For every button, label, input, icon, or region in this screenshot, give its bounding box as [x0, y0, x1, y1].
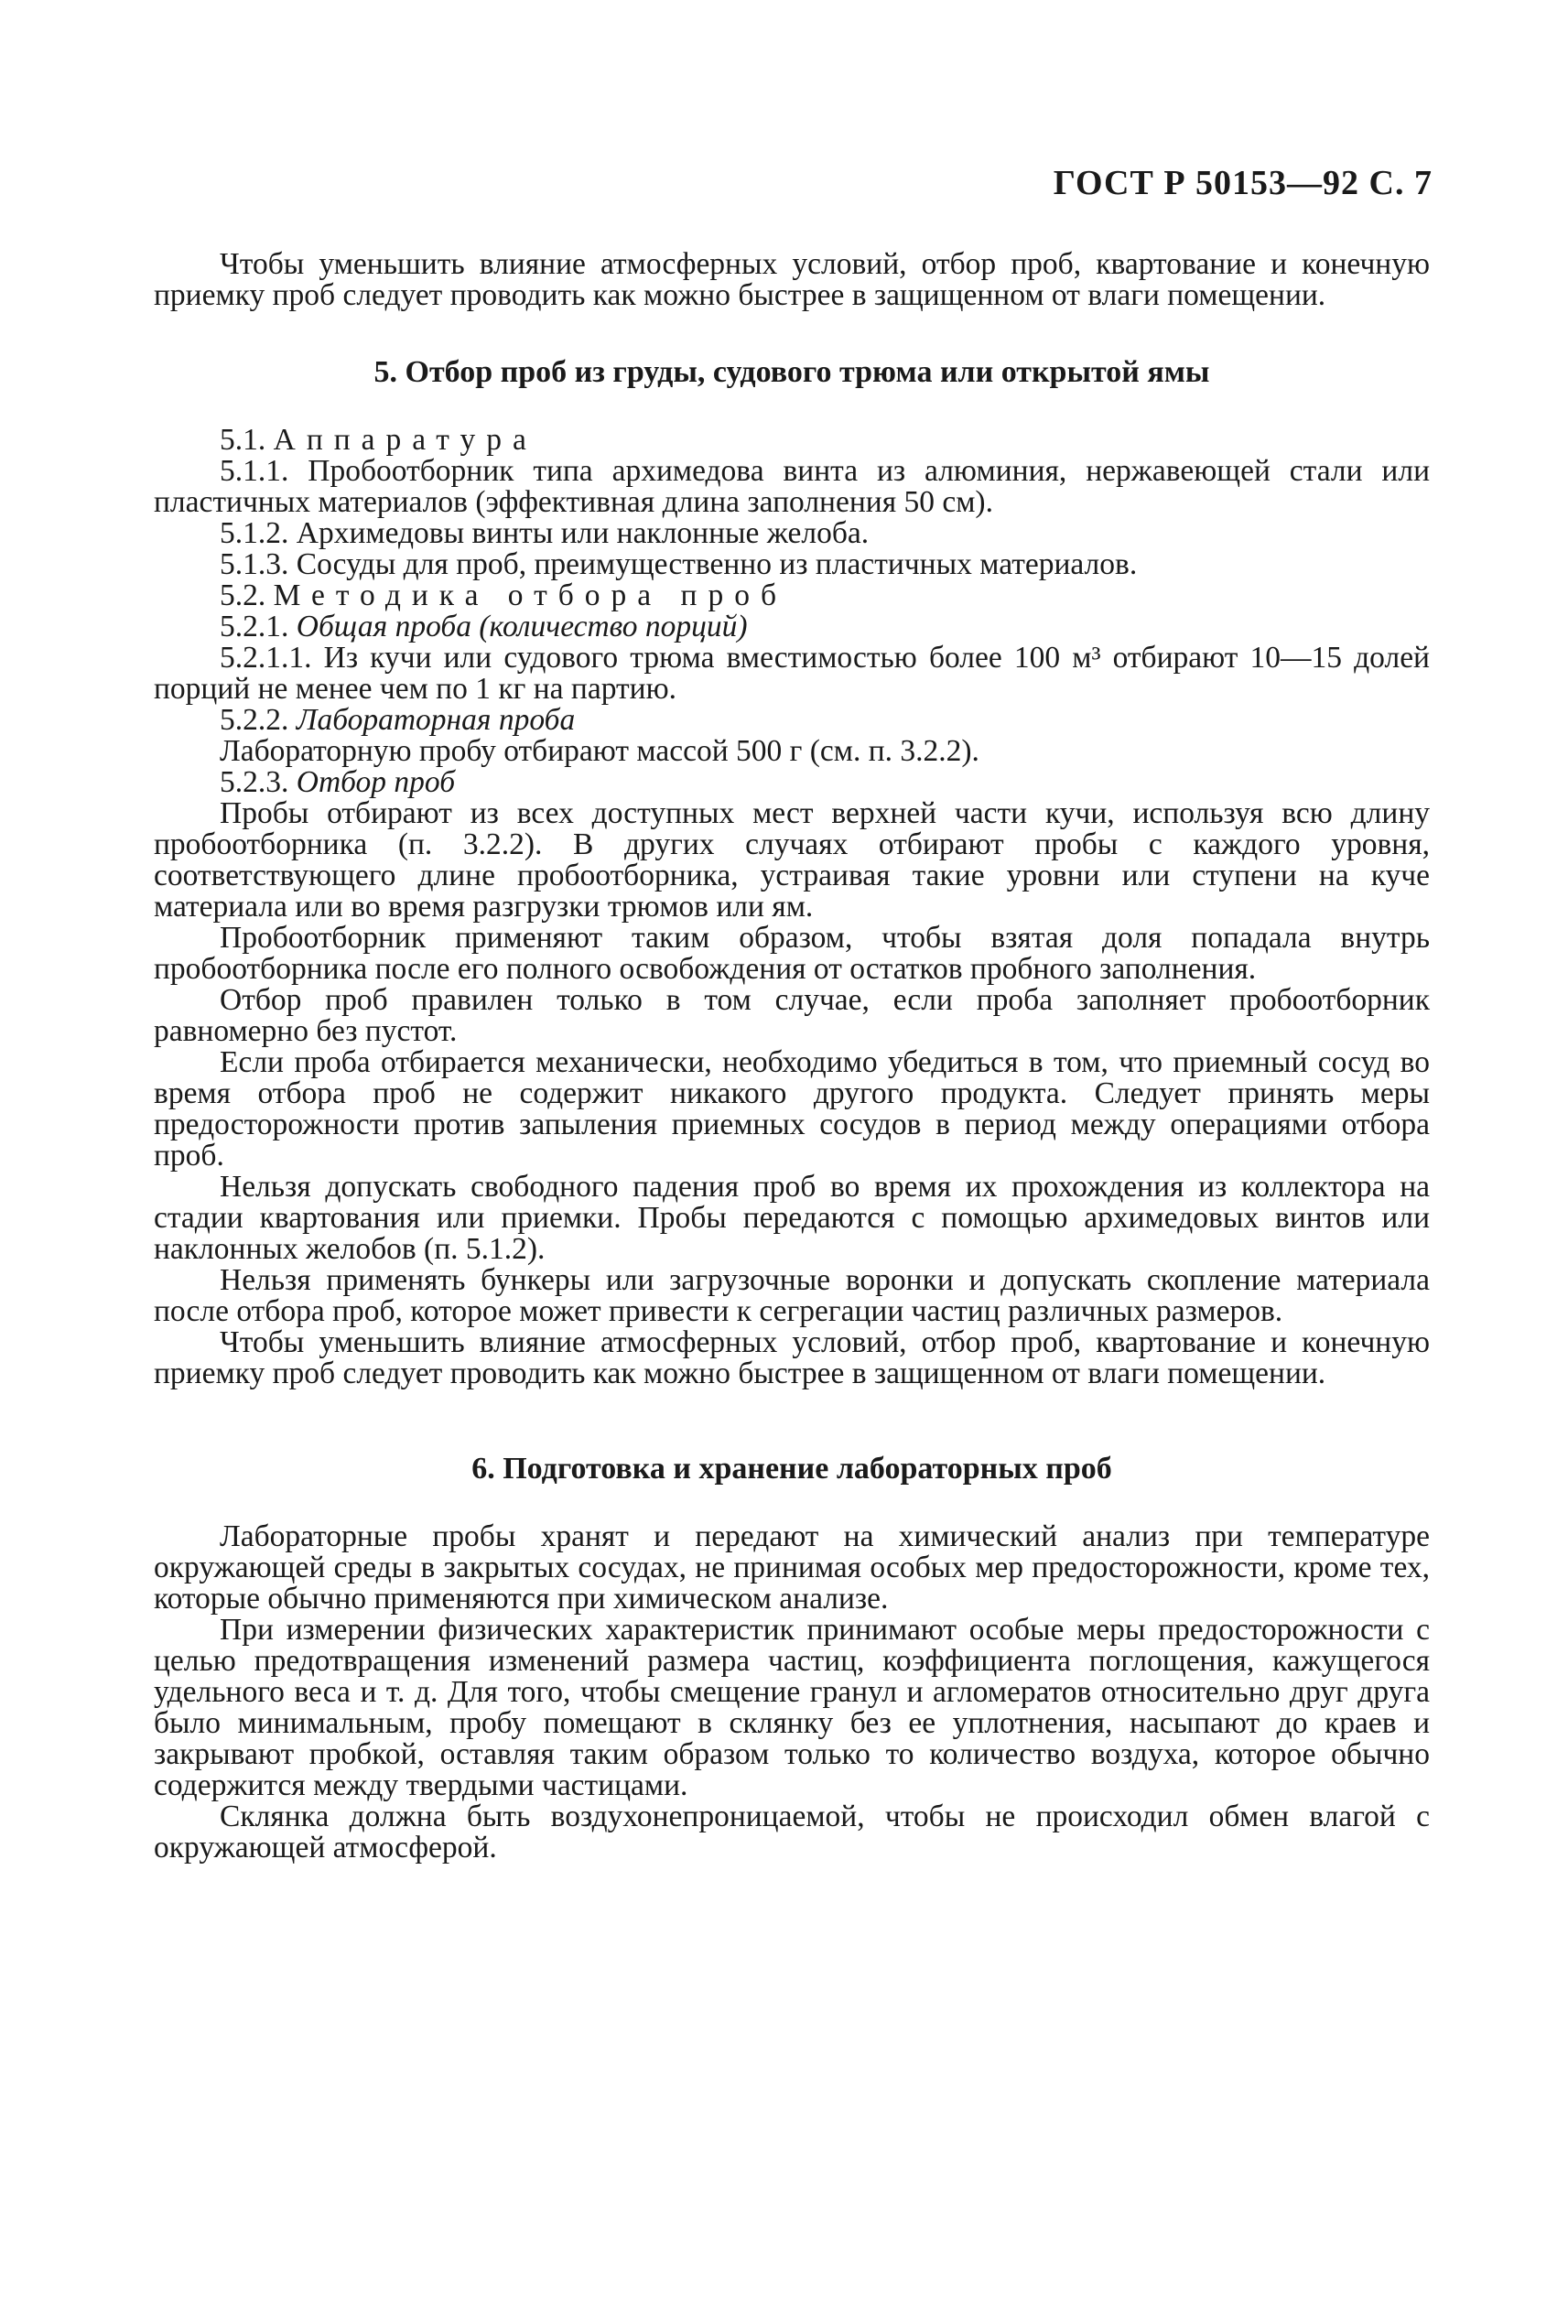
clause-5-1: [154, 425, 1430, 456]
section-5-paragraph: Пробы отбирают из всех доступных мест верхней части кучи, используя всю длину пробоотборника (п. 3.2.2). В других случаях отбирают пробы с каждого уровня, соответствующего длине пробоотборника, устраивая такие уровни или ступени на куче материала или во время разгрузки трюмов или ям.: [154, 796, 1430, 924]
clause-5-2-2-number: 5.2.2.: [220, 703, 289, 737]
clause-5-2-1-1: 5.2.1.1. Из кучи или судового трюма вместимостью более 100 м³ отбирают 10—15 долей порций не менее чем по 1 кг на партию.: [154, 641, 1430, 706]
intro-paragraph: Чтобы уменьшить влияние атмосферных условий, отбор проб, квартование и конечную приемку проб следует проводить как можно быстрее в защищенном от влаги помещении.: [154, 247, 1430, 312]
section-6-paragraph: Лабораторные пробы хранят и передают на химический анализ при температуре окружающей среды в закрытых сосудах, не принимая особых мер предосторожности, кроме тех, которые обычно применяются при химическом анализе.: [154, 1519, 1430, 1616]
section-5-paragraph: Пробоотборник применяют таким образом, чтобы взятая доля попадала внутрь пробоотборника после его полного освобождения от остатков пробного заполнения.: [154, 921, 1430, 986]
clause-5-2-number: 5.2.: [220, 578, 266, 612]
section-5-heading: 5. Отбор проб из груды, судового трюма или открытой ямы: [373, 355, 1210, 389]
clause-5-2-3-number: 5.2.3.: [220, 765, 289, 799]
section-5-paragraph: Отбор проб правилен только в том случае, если проба заполняет пробоотборник равномерно без пустот.: [154, 983, 1430, 1048]
document-body: [154, 249, 1430, 1864]
clause-5-2: [154, 580, 1430, 611]
section-5-paragraph: Нельзя применять бункеры или загрузочные воронки и допускать скопление материала после отбора проб, которое может привести к сегрегации частиц различных размеров.: [154, 1263, 1430, 1328]
clause-5-2-2: [154, 705, 1430, 736]
section-5-paragraph: Чтобы уменьшить влияние атмосферных условий, отбор проб, квартование и конечную приемку проб следует проводить как можно быстрее в защищенном от влаги помещении.: [154, 1325, 1430, 1390]
clause-5-2-1: [154, 611, 1430, 643]
clause-5-2-1-number: 5.2.1.: [220, 610, 289, 643]
clause-5-2-2-text: Лабораторную пробу отбирают массой 500 г (см. п. 3.2.2).: [220, 734, 979, 768]
clause-5-2-3: [154, 767, 1430, 798]
clause-5-2-3-title: Отбор проб: [296, 765, 456, 799]
clause-5-2-title: Методика отбора проб: [273, 578, 788, 612]
clause-5-1-number: 5.1.: [220, 423, 266, 457]
section-6-heading: 6. Подготовка и хранение лабораторных проб: [471, 1452, 1112, 1486]
clause-5-1-3: 5.1.3. Сосуды для проб, преимущественно из пластичных материалов.: [220, 547, 1138, 581]
section-6-paragraph: При измерении физических характеристик принимают особые меры предосторожности с целью предотвращения изменений размера частиц, коэффициента поглощения, кажущегося удельного веса и т. д. Для того, чтобы смещение гранул и агломератов относительно друг друга было минимальным, пробу помещают в склянку без ее уплотнения, насыпают до краев и закрывают пробкой, оставляя таким образом только то количество воздуха, которое обычно содержится между твердыми частицами.: [154, 1613, 1430, 1802]
section-5-paragraph: Если проба отбирается механически, необходимо убедиться в том, что приемный сосуд во время отбора проб не содержит никакого другого продукта. Следует принять меры предосторожности против запыления приемных сосудов в период между операциями отбора проб.: [154, 1045, 1430, 1173]
section-5-paragraph: Нельзя допускать свободного падения проб во время их прохождения из коллектора на стадии квартования или приемки. Пробы передаются с помощью архимедовых винтов или наклонных желобов (п. 5.1.2).: [154, 1170, 1430, 1266]
running-header: ГОСТ Р 50153—92 С. 7: [1053, 164, 1433, 202]
clause-5-2-1-title: Общая проба (количество порций): [296, 610, 748, 643]
clause-5-2-2-title: Лабораторная проба: [296, 703, 576, 737]
clause-5-1-2: 5.1.2. Архимедовы винты или наклонные желоба.: [220, 516, 870, 550]
clause-5-1-title: Аппаратура: [273, 423, 537, 457]
clause-5-1-1: 5.1.1. Пробоотборник типа архимедова винта из алюминия, нержавеющей стали или пластичных материалов (эффективная длина заполнения 50 см).: [154, 454, 1430, 519]
section-6-paragraph: Склянка должна быть воздухонепроницаемой, чтобы не происходил обмен влагой с окружающей атмосферой.: [154, 1800, 1430, 1865]
